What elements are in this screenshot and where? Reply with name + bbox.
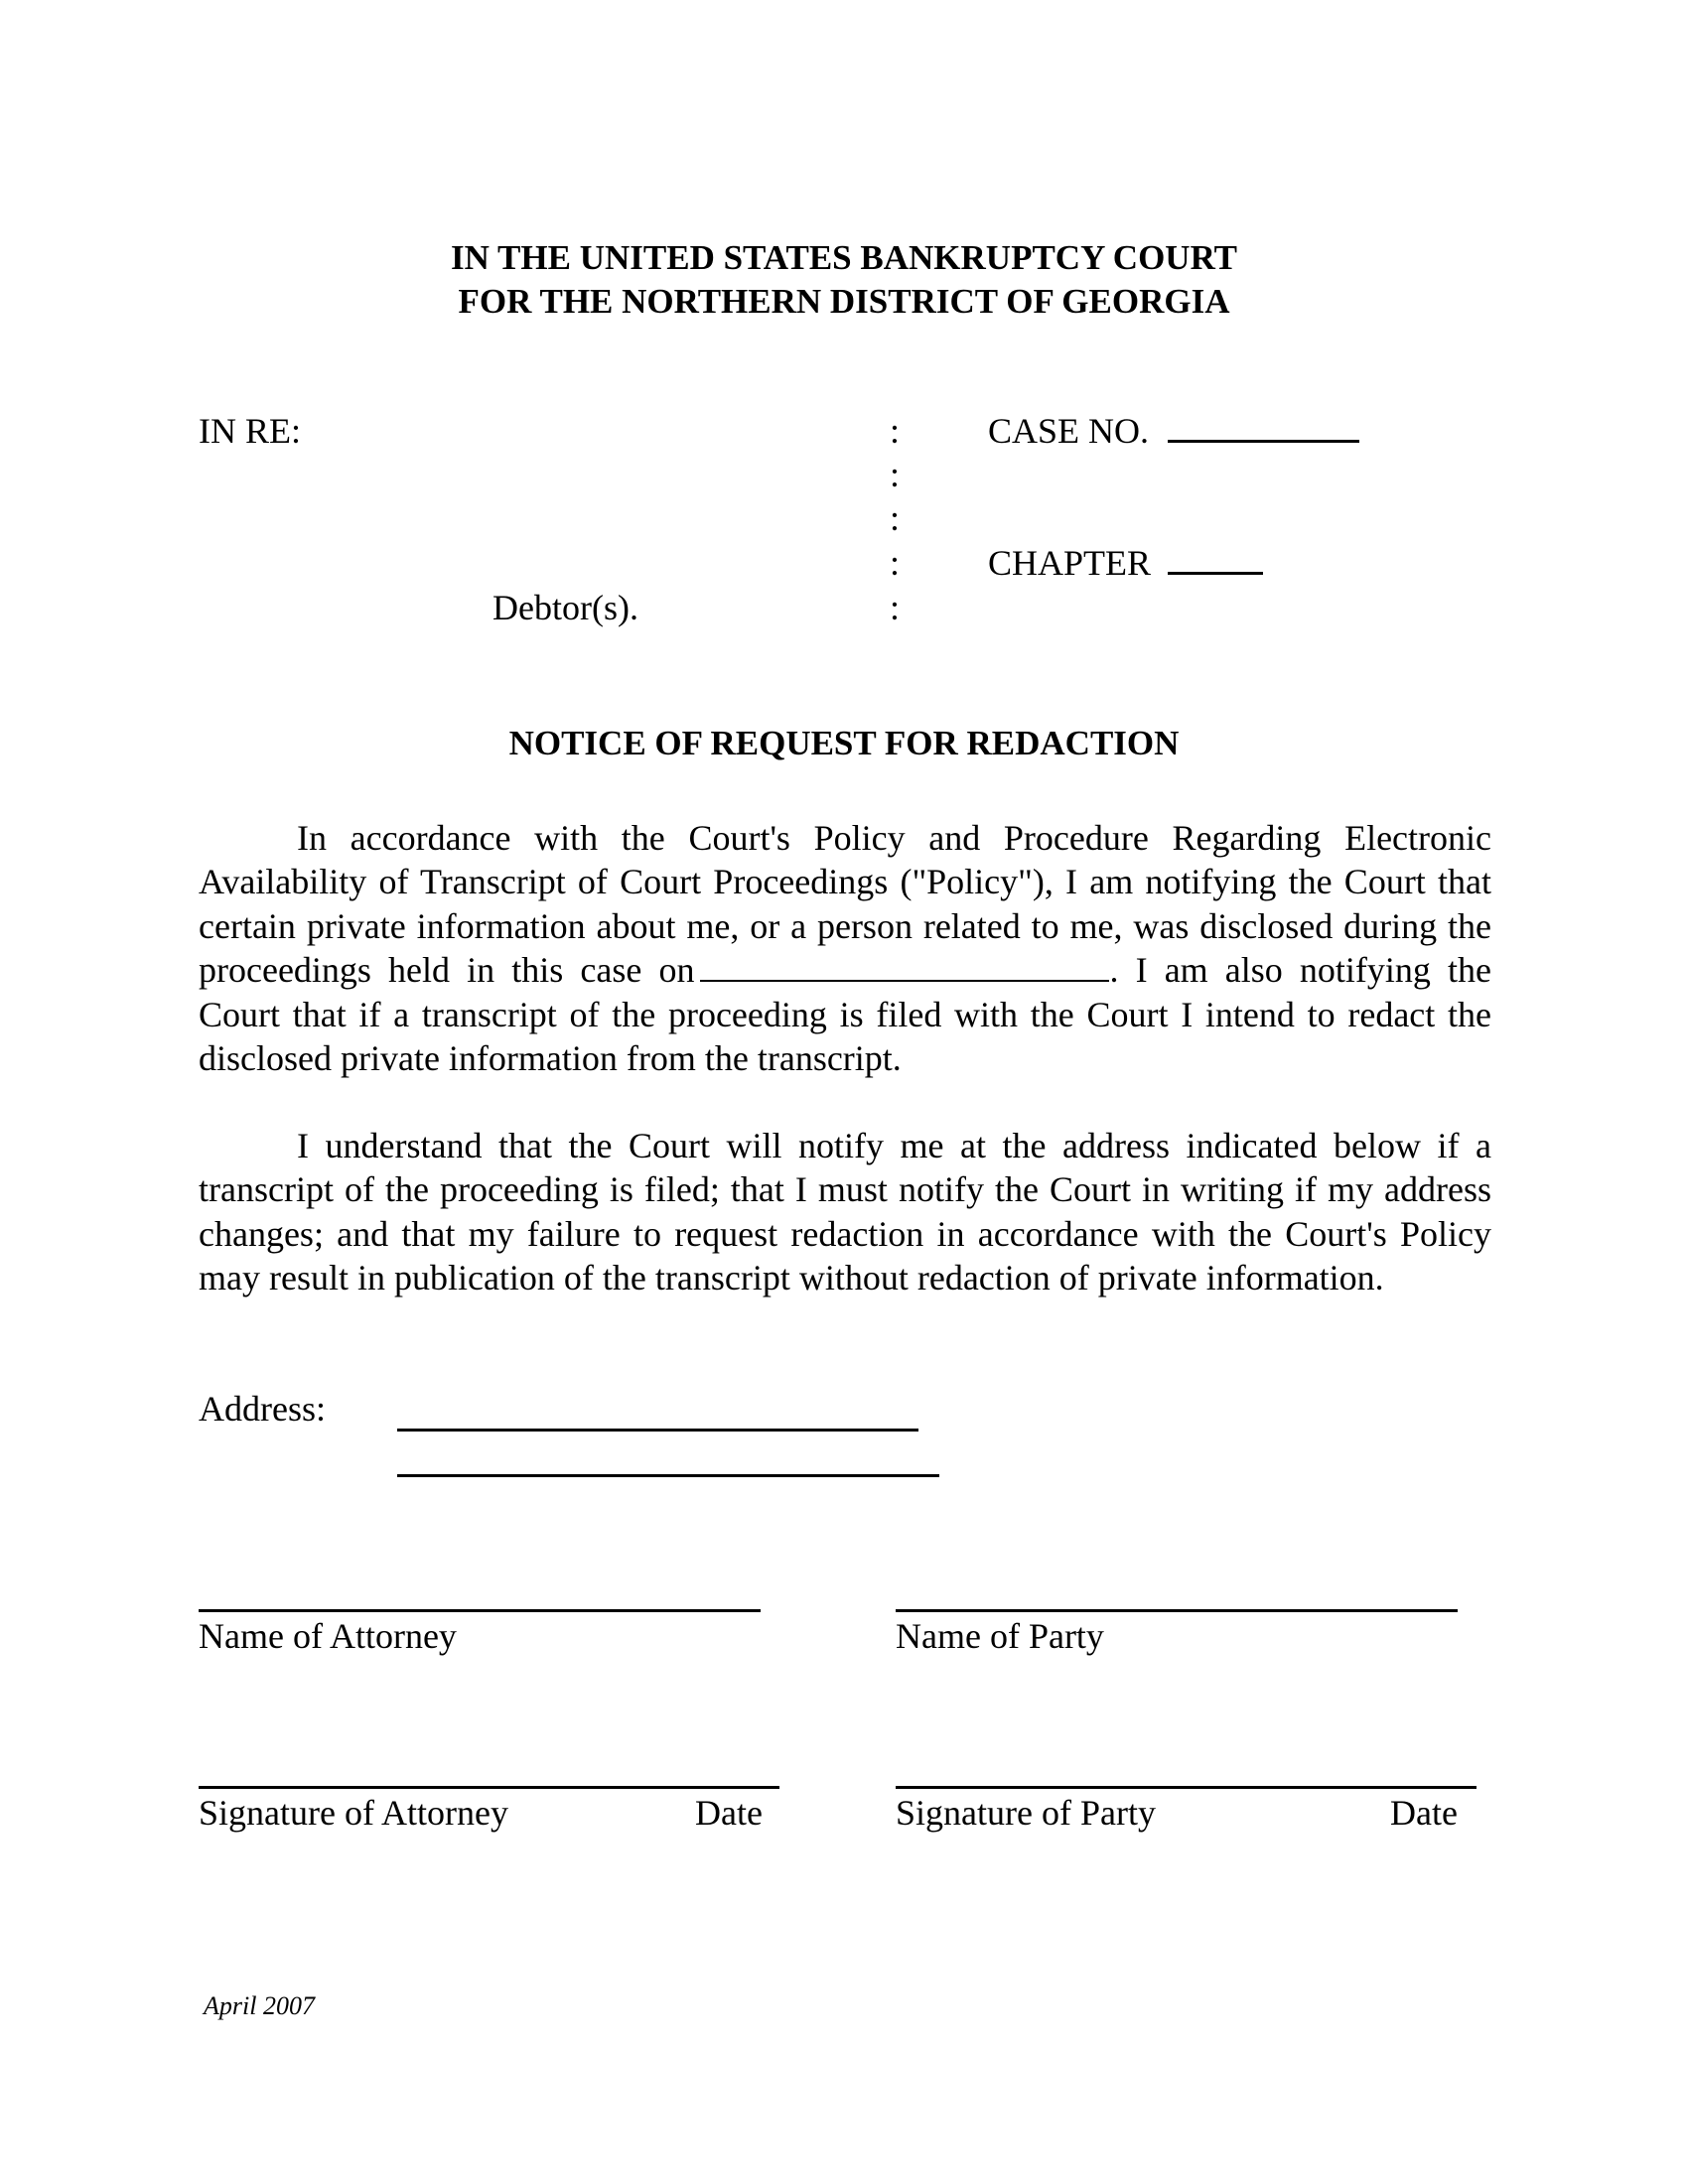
caption-colon: :: [890, 498, 901, 538]
court-name-line: IN THE UNITED STATES BANKRUPTCY COURT: [451, 238, 1237, 277]
address-label: Address:: [199, 1389, 326, 1429]
caption-colon: :: [890, 411, 901, 451]
case-number-row: [988, 409, 1359, 453]
name-of-attorney-label: Name of Attorney: [199, 1616, 457, 1656]
attorney-name-line[interactable]: [199, 1609, 761, 1612]
paragraph-1-text-b: . I am also notifying the Court that if a transcript of the proceeding is filed with the Court I intend to redact the disclosed private information from the transcript.: [199, 950, 1491, 1079]
party-date-label: Date: [1390, 1793, 1458, 1833]
attorney-signature-line[interactable]: [199, 1786, 779, 1789]
notice-paragraph-1: [199, 816, 1491, 1080]
signature-of-party-label: Signature of Party: [896, 1793, 1156, 1833]
attorney-date-label: Date: [695, 1793, 763, 1833]
caption-colon: :: [890, 588, 901, 627]
caption-colon: :: [890, 455, 901, 494]
paragraph-1-text-a: In accordance with the Court's Policy and Procedure Regarding Electronic Availability of Transcript of Court Proceedings ("Policy"), I am notifying the Court that certain private information about me, or a person related to me, was disclosed during the proceedings held in this case on: [199, 818, 1491, 991]
form-revision-date: April 2007: [204, 1991, 315, 2020]
chapter-row: [988, 541, 1263, 585]
chapter-blank[interactable]: [1168, 571, 1263, 575]
signature-of-attorney-label: Signature of Attorney: [199, 1793, 508, 1833]
proceeding-date-blank[interactable]: [700, 980, 1109, 982]
in-re-label: IN RE:: [199, 411, 301, 451]
court-district-line: FOR THE NORTHERN DISTRICT OF GEORGIA: [458, 282, 1230, 321]
address-line-1[interactable]: [397, 1429, 918, 1432]
debtor-label: Debtor(s).: [492, 588, 638, 627]
address-line-2[interactable]: [397, 1474, 939, 1477]
notice-paragraph-2: I understand that the Court will notify me at the address indicated below if a transcript of the proceeding is filed; that I must notify the Court in writing if my address changes; and that my failure to request redaction in accordance with the Court's Policy may result in publication of the transcript without redaction of private information.: [199, 1126, 1491, 1298]
case-number-blank[interactable]: [1168, 439, 1359, 443]
case-number-label: CASE NO.: [988, 411, 1150, 451]
name-of-party-label: Name of Party: [896, 1616, 1104, 1656]
caption-colon: :: [890, 543, 901, 583]
party-name-line[interactable]: [896, 1609, 1458, 1612]
party-signature-line[interactable]: [896, 1786, 1477, 1789]
chapter-label: CHAPTER: [988, 543, 1152, 583]
notice-title: NOTICE OF REQUEST FOR REDACTION: [508, 724, 1180, 762]
